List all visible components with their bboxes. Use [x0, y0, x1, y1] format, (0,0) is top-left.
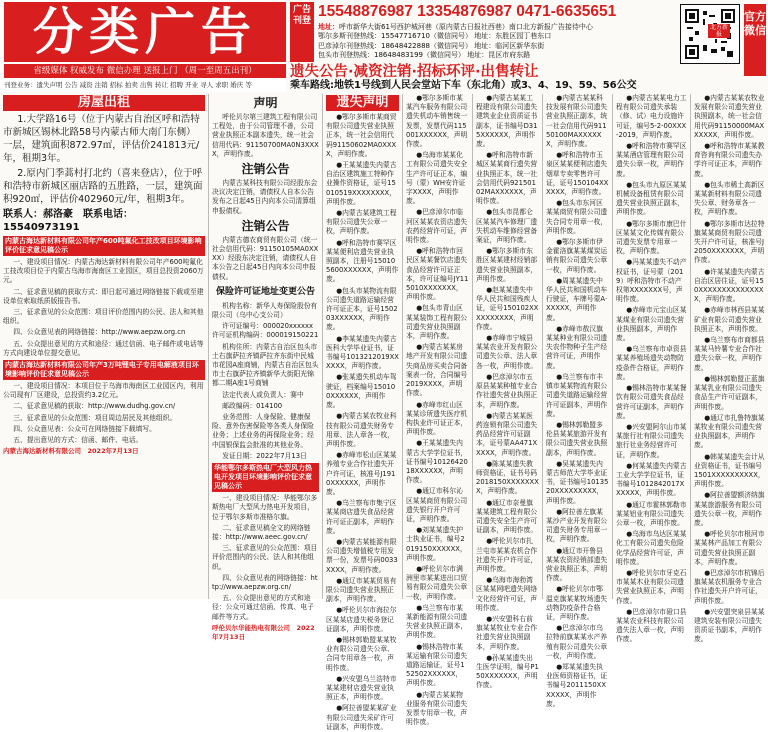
lost-item: ●乌海市乌达区某某化工有限公司遗失危险化学品经营许可证，声明作废。	[616, 530, 687, 566]
column-lost-2	[403, 94, 473, 727]
insurance-field: 邮政编码：014100	[222, 401, 283, 410]
lost-item: ●赤峰市敖汉旗某某种业有限公司遗失农作物种子生产经营许可证，声明作废。	[546, 324, 608, 370]
insurance-field: 业务范围：人身保险、健康保险、意外伤害保险等各类人身保险业务；上述业务的再保险业务；经中国银保监会批准的其他业务。	[212, 413, 314, 449]
lost-item: ●鄂尔多斯市达拉特旗某某商贸有限公司遗失开户许可证，核准号J2050XXXXXXX，声明作废。	[694, 219, 765, 265]
lost-item: ●呼和浩特市赛罕区某某酒店管理有限公司遗失公章一枚，声明作废。	[616, 142, 687, 178]
column-statements	[209, 94, 323, 641]
statement-text: 呼伦贝尔第三建筑工程有限公司工程处，由于公司管理不善，公司营业执照正本副本遗失，统一社会信用代码：91150700MA0N3XXXX，声明作废。	[212, 113, 319, 158]
lost-item: ●赤峰市林西县某某矿业有限公司遗失营业执照正本，声明作废。	[694, 306, 765, 333]
column-lost-5	[613, 94, 691, 644]
rent-item: 1.大学路16号（位于内蒙古自治区呼和浩特市新城区锡林北路58号内蒙古师大南门东侧）一层，建筑面积872.97㎡，评估价241813元/年，租期3年。	[3, 114, 200, 164]
lost-item: ●王某某遗失内蒙古大学学位证书，证书编号1012642018XXXXXX，声明作废。	[406, 439, 468, 485]
lost-item: ●锡林郭勒盟正蓝旗某某乳业有限公司遗失食品生产许可证副本，声明作废。	[694, 374, 765, 411]
service-headline: 遗失公告·减资注销·招标环评·出售转让	[290, 64, 539, 80]
lost-item: ●呼伦贝尔市牙克石市某某木业有限公司遗失营业执照正本，声明作废。	[616, 568, 687, 605]
lost-item: ●包头市昆都仑区某某汽车修理厂遗失机动车维修经营备案证，声明作废。	[476, 208, 538, 245]
lost-item: ●巴彦淖尔市磴口县某某农业科技有限公司遗失法人章一枚，声明作废。	[616, 607, 687, 644]
rent-contact: 联系人：郝洛豪 联系电话：15540973191	[3, 209, 133, 233]
lost-item: ●内蒙古某某医药连锁有限公司遗失药品经营许可证副本，证号蒙AA471XXXXX，声明作废。	[476, 411, 538, 457]
lost-item: ●赤峰市宁城县某某农业开发有限公司遗失公章、法人章各一枚，声明作废。	[476, 334, 538, 370]
lost-item: ●吴某某遗失内蒙古师范大学毕业证书，证书编号1013520XXXXXXXXX，声明作废。	[546, 459, 609, 505]
lost-item: ●周某某遗失中华人民共和国机动车行驶证，车牌号蒙A·XXXXX，声明作废。	[546, 276, 608, 322]
lost-item: ●呼伦贝尔市根河市某某林产品加工有限公司遗失营业执照正副本，声明作废。	[694, 530, 765, 566]
lost-item: ●呼和浩特市新城区某某商行遗失营业执照正本，统一社会信用代码92150102MAXXXXXX，声明作废。	[476, 151, 538, 206]
brand-tag: 广告刊登	[290, 2, 314, 62]
lost-item: ●兴安盟突泉县某某建筑安装有限公司遗失资质证书副本，声明作废。	[694, 607, 765, 644]
insurance-field: 法定代表人或负责人：赛中	[222, 390, 304, 399]
lost-item: ●许某某遗失内蒙古自治区居住证，证号150XXXXXXXXXXXXXXX，声明作废。	[694, 267, 765, 304]
column-rent	[0, 94, 209, 599]
notice-paragraph: 四、公众意见表：公众可在网络链接下载填写。	[13, 424, 156, 433]
lost-item: ●通辽市霍林郭勒市某某铝业有限公司遗失公章一枚，声明作废。	[616, 500, 687, 527]
masthead-block	[0, 0, 286, 92]
lost-item: ●赤峰市元宝山区某某煤业有限公司遗失营业执照副本，声明作废。	[616, 306, 687, 343]
lost-item: ●阿拉善盟额济纳旗某某旅游服务有限公司遗失公章一枚，声明作废。	[694, 491, 765, 527]
lost-item: ●刘某某遗失护士执业证书，编号2019150XXXXXX，声明作废。	[406, 526, 467, 562]
notice-paragraph: 五、提出意见的方式：信函、邮件、电话。	[13, 436, 143, 445]
lost-item: ●呼和浩特市赛罕区某某便利店遗失营业执照副本，注册号150105600XXXXXX，声明作废。	[326, 238, 399, 284]
lost-item: ●王某某遗失内蒙古自治区建筑施工特种作业操作资格证，证号15010519XXXXXXXX，声明作废。	[326, 161, 397, 206]
section-title-insurance: 保险许可证地址变更公告	[215, 286, 315, 297]
section-title-cancel: 注销公告	[241, 218, 290, 233]
lost-item: ●包头市稀土高新区某某新材料有限公司遗失公章、财务章各一枚，声明作废。	[694, 180, 765, 217]
rent-item: 2.原内门季蒿村打北约（喜来登店），位于呼和浩特市新城区丽店路的五胜路，一层，建筑面积920㎡，评估价402960元/年，租期3年。	[3, 168, 203, 205]
lost-item: ●乌兰察布市商都县某某马铃薯专业合作社遗失公章一枚，声明作废。	[694, 336, 765, 372]
lost-item: ●兴安盟乌兰浩特市某某建材店遗失营业执照正本，声明作废。	[326, 674, 397, 702]
notice-paragraph: 五、公众提出意见的方式和途径：通过信函、电子邮件或电话等方式向建设单位提交意见。	[3, 339, 204, 357]
lost-item: ●内蒙古某建筑工程有限公司遗失公章一枚，声明作废。	[326, 209, 397, 236]
lost-item: ●巴彦淖尔市临河区某某农资店遗失农药经营许可证，声明作废。	[406, 208, 468, 245]
lost-item: ●阿拉善盟某某矿业有限公司遗失采矿许可证副本，声明作废。	[326, 704, 397, 731]
lost-item: ●包头市九原区某某机械设备租赁有限公司遗失营业执照正副本，声明作废。	[616, 180, 687, 217]
lost-item: ●内蒙古某某物业服务有限公司遗失发票专用章一枚，声明作废。	[406, 690, 468, 727]
section-title-statement: 声明	[253, 96, 278, 110]
insurance-field: 许可证编号：000020xxxxxx 许可证机构编码：000019150221	[212, 322, 320, 340]
lost-item: ●通辽市开鲁县某某农资经销部遗失营业执照正本，声明作废。	[546, 546, 608, 583]
lost-item: ●呼伦贝尔市海拉尔区某某店遗失税务登记证副本，声明作废。	[326, 606, 397, 633]
lost-item: ●何某某遗失内蒙古工业大学学位证书，证书编号1012842017XXXXXX，声明作废。	[616, 461, 687, 498]
lost-item: ●通辽市奈曼旗某某建筑工程有限公司遗失安全生产许可证副本，声明作废。	[476, 498, 538, 535]
lost-item: ●内蒙古某某工程建设有限公司遗失建筑业企业资质证书副本，证书编号D315XXXXXX，声明作废。	[476, 94, 538, 149]
lost-item: ●赤峰市松山区某某养殖专业合作社遗失开户许可证，核准号J1910XXXXXX，声明作废。	[326, 451, 397, 496]
lost-item: ●乌海市海勃湾区某某网吧遗失网络文化经营许可证，声明作废。	[476, 576, 538, 612]
lost-item: ●赤峰市红山区某某诊所遗失医疗机构执业许可证正本，声明作废。	[406, 400, 468, 437]
lost-item: ●乌兰察布市卓资县某某养殖场遗失动物防疫条件合格证，声明作废。	[616, 345, 687, 381]
lost-item: ●锡林郭勒盟多伦县某某旅游开发有限公司遗失营业执照副本，声明作废。	[546, 420, 608, 457]
lost-item: ●通辽市科尔沁区某某商贸有限公司遗失银行开户许可证，声明作废。	[406, 487, 468, 523]
cancel-text: 内蒙古德农商贸有限公司（统一社会信用代码：91150105MA0XXXX）经股东决定注销，请债权人自本公告之日起45日内向本公司申报债权。	[212, 235, 319, 281]
lost-item: ●巴彦淖尔市杭锦后旗某某农机服务专业合作社遗失开户许可证，声明作废。	[694, 568, 765, 605]
lost-item: ●内蒙古某某电力工程有限公司遗失承装（修、试）电力设施许可证，编号5-2-00XXX-2019，声明作废。	[616, 94, 687, 139]
notice-paragraph: 三、征求意见的公众范围：项目评价范围内的公民、法人和其他组织。	[3, 308, 204, 326]
lost-item: ●呼伦贝尔市鄂温克旗某某牧场遗失动物防疫条件合格证，声明作废。	[546, 585, 608, 621]
notice-paragraph: 二、征求意见稿的获取：http://www.dudhg.gov.cn/	[13, 402, 176, 411]
lost-item: ●呼和浩特市玉泉区某某便利店遗失烟草专卖零售许可证，证号150104XXXXXX，声明作废。	[546, 151, 609, 197]
lost-item: ●乌兰察布市丰镇市某某物流有限公司遗失道路运输经营许可证副本，声明作废。	[546, 372, 608, 418]
lost-item: ●内蒙古某某科技发展有限公司遗失营业执照正副本，统一社会信用代码91150100MAXXXXXX，声明作废。	[546, 94, 608, 149]
lost-item: ●鄂尔多斯市东胜区某某建材经销部遗失营业执照副本，声明作废。	[476, 247, 538, 283]
lost-item: ●包头市青山区某某装饰工程有限公司遗失营业执照副本，声明作废。	[406, 304, 468, 341]
lost-item: ●鄂尔多斯市康巴什区某某文化传媒有限公司遗失发票专用章一枚，声明作废。	[616, 219, 687, 256]
lost-item: ●陈某某遗失教师资格证，证书号码2018150XXXXXXXX，声明作废。	[476, 459, 539, 496]
notice-paragraph: 一、建设项目情况：内蒙古海达新材料有限公司年产600吨氟化工技改项目位于内蒙古乌海市海南区工业园区，项目总投资2060万元。	[3, 258, 204, 285]
business-scope: 刊登业务：遗失声明 公告 减资 注销 招标 拍卖 出售 转让 招聘 开业 寻人 求职 婚庆 等	[4, 81, 252, 89]
notice-paragraph: 一、建设项目情况：华能鄂尔多斯热电厂大型风力热电开发项目，位于鄂尔多斯市准格尔旗。	[212, 494, 318, 521]
lost-item: ●鄂尔多斯市某某汽车服务有限公司遗失机动车销售统一发票，发票代码115001XXXXXX，声明作废。	[406, 94, 468, 149]
lost-item: ●锡林浩特市某某运输有限公司遗失道路运输证，证号152502XXXXXX，声明作废。	[406, 642, 468, 688]
lost-item: ●郑某某遗失执业医师资格证书，证书编号2011150XXXXXXX，声明作废。	[546, 662, 608, 708]
hotline-phones: 15548876987 13354876987 0471-6635651	[318, 3, 617, 20]
lost-item: ●呼和浩特市某某教育咨询有限公司遗失办学许可证正本，声明作废。	[694, 142, 765, 178]
notice-paragraph: 一、建设项目情况：本项目位于乌海市海南区工业园区内，利用公司现有厂区建设，总投资约3.2亿元。	[3, 382, 204, 400]
lost-item: ●冯某某遗失不动产权证书，证号蒙（2019）呼和浩特市不动产权第XXXXXXX号，声明作废。	[616, 258, 687, 304]
header	[0, 0, 768, 92]
lost-item: ●包头市某物流有限公司遗失道路运输经营许可证正本，证号150203XXXXXX，声明作废。	[326, 286, 398, 332]
column-lost-6	[691, 94, 768, 644]
lost-item: ●张某遗失机动车驾驶证，档案编号150100XXXXXX，声明作废。	[326, 373, 397, 410]
address-line: 包头市刊登热线：18648483199（微信同号） 地址：昆区市府东路	[318, 51, 531, 60]
lost-item: ●赵某某遗失中华人民共和国残疾人证，证号150102XXXXXXXXXX，声明作废。	[476, 286, 539, 331]
lost-item: ●锡林浩特市某某餐饮有限公司遗失食品经营许可证副本，声明作废。	[616, 384, 687, 420]
notice-paragraph: 五、公众提出意见的方式和途径：公众可通过信函、传真、电子邮件等方式。	[212, 594, 314, 621]
lost-item: ●乌兰察布市某某新能源有限公司遗失营业执照正副本，声明作废。	[406, 603, 468, 640]
lost-item: ●鄂尔多斯市伊金霍洛旗某某煤炭运销有限公司遗失公章一枚，声明作废。	[546, 238, 608, 274]
lost-item: ●巴彦淖尔市乌拉特前旗某某水产养殖有限公司遗失公章一枚，声明作废。	[546, 624, 608, 660]
lost-item: ●乌兰察布市集宁区某某商店遗失食品经营许可证正副本，声明作废。	[326, 499, 397, 535]
section-title-rent: 房屋出租	[3, 95, 205, 111]
address-line: 地址：呼市新华大街61号西护城河巷（原内蒙古日报社西巷）南口北方新报广告接待中心	[318, 23, 593, 31]
insurance-field: 机构住所：内蒙古自治区包头市土右旗萨拉齐镇萨拉齐东街中民城市花园A座商铺，内蒙古自治区包头市土右旗萨拉齐镇新华大街阳光锦都二期A座1号商铺	[212, 342, 319, 388]
insurance-field: 机构名称：新华人寿保险股份有限公司（乌中心支公司）	[212, 301, 318, 320]
lost-item: ●呼伦贝尔市满洲里市某某进出口贸易有限公司遗失公章一枚，声明作废。	[406, 564, 468, 601]
column-lost-4	[543, 94, 613, 708]
column-lost-3	[473, 94, 543, 690]
insurance-field: 发证日期：2022年7月13日	[222, 451, 307, 460]
notice-paragraph: 二、征求意见稿全文的网络链接：http://www.aeec.gov.cn/	[212, 523, 311, 541]
notice-title-bar: 内蒙古海达新材料有限公司年产3万吨锂电子专用电解液项目环境影响评价征求意见稿公示	[3, 360, 205, 380]
notice-paragraph: 二、征求意见稿的获取方式：即日起可通过网络链接下载或至建设单位索取纸质版报告书。	[3, 287, 204, 305]
lost-item: ●孙某某遗失出生医学证明，编号P150XXXXXXX，声明作废。	[476, 653, 539, 690]
masthead-slogan: 省级媒体 权威发布 微信办理 送报上门 （周一至周五出刊）	[4, 64, 286, 78]
lost-item: ●呼和浩特市回民区某某餐饮店遗失食品经营许可证正本，许可证编号JY115010XXXXXXX，声明作废。	[406, 247, 469, 302]
lost-item: ●鄂尔多斯市某商贸有限公司遗失营业执照正本，统一社会信用代码91150602MA0XXXX，声明作废。	[326, 113, 397, 158]
lost-item: ●兴安盟阿尔山市某某旅行社有限公司遗失旅行社业务经营许可证，声明作废。	[616, 422, 687, 459]
section-title-cancel: 注销公告	[241, 162, 290, 177]
section-title-lost: 遗失声明	[326, 95, 399, 111]
notice-title-bar: 华能鄂尔多斯热电厂大型风力热电开发项目环境影响评价征求意见稿公示	[212, 463, 319, 492]
lost-item: ●内蒙古某农牧业科技有限公司遗失财务专用章、法人章各一枚，声明作废。	[326, 412, 397, 448]
qr-label: 北方新报	[709, 24, 728, 38]
address-line: 巴彦淖尔刊登热线：18648422888（微信同号） 地址：临河区新华东街	[318, 41, 545, 50]
notice-paragraph: 四、公众意见表的网络链接：http://www.aepzw.org.cn/	[212, 573, 318, 591]
masthead-title: 分类广告	[4, 2, 286, 62]
lost-item: ●巴彦淖尔市五原县某某种植专业合作社遗失营业执照正本，声明作废。	[476, 372, 538, 409]
notice-paragraph: 四、公众意见表的网络链接：http://www.aepzw.org.cn	[13, 328, 186, 337]
address-line: 鄂尔多斯刊登热线：15547716710（微信同号） 地址：东胜区园丁巷东口	[318, 32, 552, 41]
lost-item: ●通辽市某某贸易有限公司遗失营业执照正副本，声明作废。	[326, 576, 397, 604]
notice-title-bar: 内蒙古海达新材料有限公司年产600吨氟化工技改项目环境影响评价征求意见稿公示	[3, 236, 205, 256]
bus-route: 乘车路线:地铁1号线到人民会堂站下车（东北角）或3、4、19、59、56公交	[290, 80, 637, 91]
lost-item: ●内蒙古某能源有限公司遗失增值税专用发票一份，发票号码0033XXXX，声明作废。	[326, 537, 398, 574]
lost-item: ●乌海市某某化工有限公司遗失安全生产许可证正本，编号（蒙）WH安许证字XXXX，声明作废。	[406, 151, 468, 206]
notice-paragraph: 三、征求意见的公众范围：项目周边居民及其他组织。	[13, 413, 177, 422]
column-lost-1	[323, 94, 403, 731]
lost-item: ●韩某某遗失会计从业资格证书，证书编号1501XXXXXXXXXX，声明作废。	[694, 452, 765, 489]
lost-item: ●李某某遗失内蒙古医科大学毕业证书，证书编号1013212019XXXXXX，声明作废。	[326, 334, 399, 371]
address-list	[318, 23, 670, 61]
official-wechat-tag: 官方微信	[744, 4, 766, 76]
cancel-text: 内蒙古某科技有限公司经股东会决议决定注销，请债权人自本公告发布之日起45日内向本公司清算组申报债权。	[212, 179, 318, 215]
notice-footer: 内蒙古海达新材料有限公司 2022年7月13日	[3, 447, 139, 456]
lost-item: ●阿拉善左旗某某沙产业开发有限公司遗失财务专用章一枚，声明作废。	[546, 507, 608, 544]
lost-item: ●内蒙古某某农牧业发展有限公司遗失营业执照副本，统一社会信用代码91150000MAXXXXXX，声明作废。	[694, 94, 765, 139]
lost-item: ●兴安盟科右前旗某某牧业专业合作社遗失营业执照副本，声明作废。	[476, 614, 538, 651]
lost-item: ●呼伦贝尔市扎兰屯市某某农机合作社遗失开户许可证，声明作废。	[476, 537, 538, 573]
lost-item: ●锡林郭勒盟某某牧业有限公司遗失公章、合同专用章各一枚，声明作废。	[326, 635, 397, 672]
notice-paragraph: 三、征求意见的公众范围：项目评价范围内的公民、法人和其他组织。	[212, 544, 318, 571]
lost-item: ●包头市东河区某某商贸有限公司遗失合同专用章一枚，声明作废。	[546, 199, 608, 235]
lost-item: ●通辽市扎鲁特旗某某牧业有限公司遗失营业执照副本，声明作废。	[694, 413, 765, 450]
notice-footer: 呼伦贝尔华能热电有限公司 2022年7月13日	[212, 623, 315, 641]
lost-item: ●内蒙古某某房地产开发有限公司遗失商品房买卖合同备案表一份，合同编号2019XXXX，声明作废。	[406, 343, 468, 398]
